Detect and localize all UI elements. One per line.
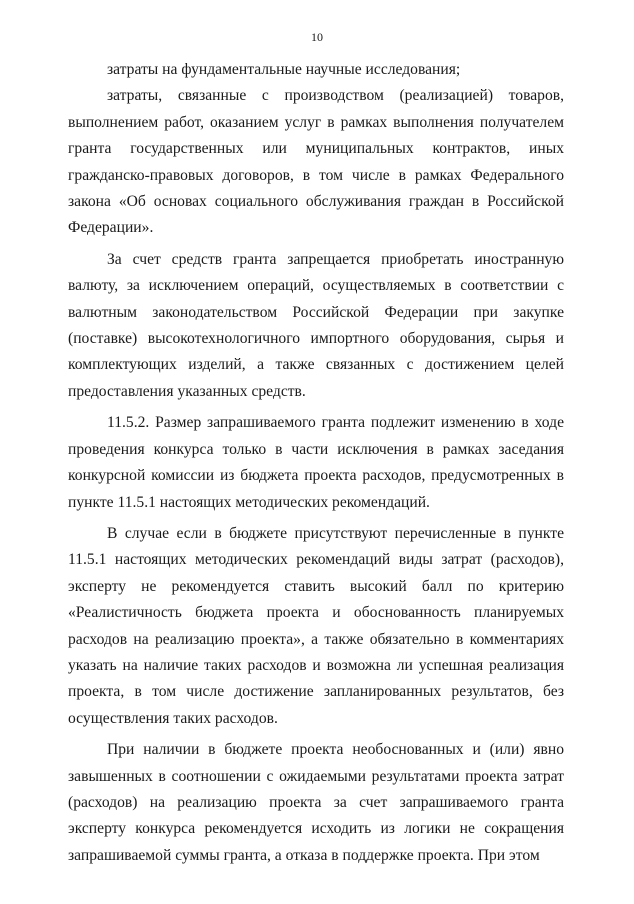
paragraph-unjustified-costs: При наличии в бюджете проекта необоснованных и (или) явно завышенных в соотношении с ожидаемыми результатами проекта затрат (расходов) на реализацию проекта за счет запрашиваемого гранта эксперту конкурса рекомендуется исходить из логики не сокращения запрашиваемой суммы гранта, а отказа в поддержке проекта. При этом	[68, 741, 564, 864]
paragraph-production-costs: затраты, связанные с производством (реализацией) товаров, выполнением работ, оказанием услуг в рамках выполнения получателем гранта государственных или муниципальных контрактов, иных гражданско-правовых договоров, в том числе в рамках Федерального закона «Об основах социального обслуживания граждан в Российской Федерации».	[68, 87, 564, 237]
paragraph-research-costs: затраты на фундаментальные научные исследования;	[107, 61, 461, 78]
document-body	[68, 57, 564, 869]
paragraph-expert-scoring: В случае если в бюджете присутствуют перечисленные в пункте 11.5.1 настоящих методических рекомендаций виды затрат (расходов), эксперту не рекомендуется ставить высокий балл по критерию «Реалистичность бюджета проекта и обоснованность планируемых расходов на реализацию проекта», а также обязательно в комментариях указать на наличие таких расходов и возможна ли успешная реализация проекта, в том числе достижение запланированных результатов, без осуществления таких расходов.	[68, 524, 564, 727]
paragraph-currency-restriction: За счет средств гранта запрещается приобретать иностранную валюту, за исключением операций, осуществляемых в соответствии с валютным законодательством Российской Федерации при закупке (поставке) высокотехнологичного импортного оборудования, сырья и комплектующих изделий, а также связанных с достижением целей предоставления указанных средств.	[68, 250, 564, 400]
page-number: 10	[311, 30, 323, 44]
paragraph-grant-size-change: 11.5.2. Размер запрашиваемого гранта подлежит изменению в ходе проведения конкурса только в части исключения в рамках заседания конкурсной комиссии из бюджета проекта расходов, предусмотренных в пункте 11.5.1 настоящих методических рекомендаций.	[68, 414, 564, 511]
